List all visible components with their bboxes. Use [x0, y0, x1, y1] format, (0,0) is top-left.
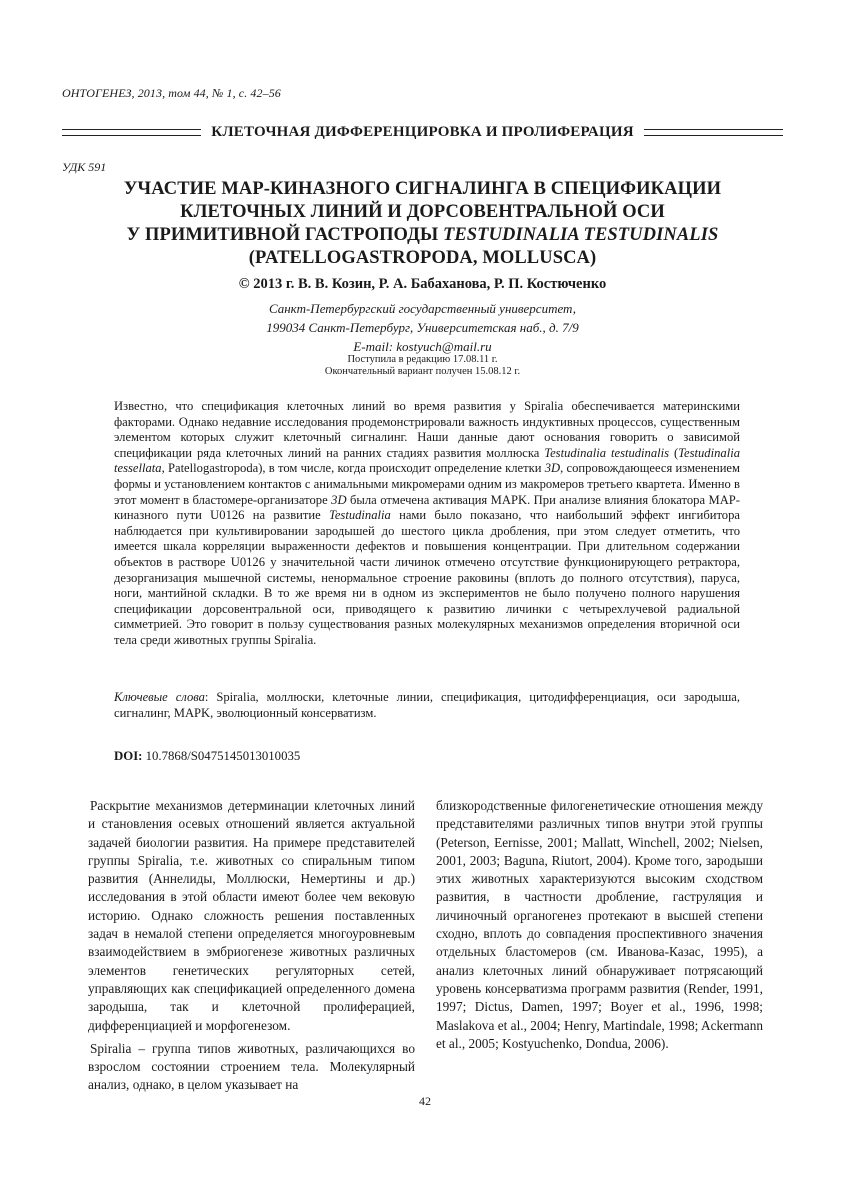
udk-code: УДК 591 — [62, 160, 107, 174]
abstract — [114, 399, 740, 649]
author-email: E-mail: kostyuch@mail.ru — [353, 339, 492, 354]
abstract-fragment: , Patellogastropoda), в том числе, когда происходит определение клетки — [161, 461, 545, 476]
abstract-species: Testudinalia testudinalis — [544, 445, 670, 460]
article-title — [62, 178, 783, 270]
title-line: УЧАСТИЕ MAP-КИНАЗНОГО СИГНАЛИНГА В СПЕЦИФИКАЦИИ — [123, 179, 722, 199]
affiliation-university: Санкт-Петербургский государственный университет, — [268, 301, 577, 316]
body-paragraph: близкородственные филогенетические отношения между представителями различных типов внутри этой группы (Peterson, Eernisse, 2001; Mallatt, Winchell, 2002; Nielsen, 2001, 2003; Baguna, Riutort, 2004). Кроме того, зародыши этих животных характеризуются высоким сходством развития, в частности дробление, гаструляция и личиночный органогенез протекают в высшей степени сходно, вплоть до совпадения проспективного значения отдельных бластомеров (см. Иванова-Казас, 1995), а анализ клеточных линий обнаруживает потрясающий уровень консерватизма программ развития (Render, 1991, 1997; Dictus, Damen, 1997; Boyer et al., 1996, 1998; Maslakova et al., 2004; Henry, Martindale, 1998; Ackermann et al., 2005; Kostyuchenko, Dondua, 2006). — [436, 798, 763, 1051]
abstract-fragment: Известно, что спецификация клеточных линий во время развития у Spiralia обеспечивается материнскими факторами. Однако недавние исследования продемонстрировали важность индуктивных процессов, существенным элементом которых служит клеточный сигналинг. Наши данные дают основания говорить о зависимой спецификации ряда клеточных линий на ранних стадиях развития моллюска — [114, 399, 740, 460]
section-rule-left — [62, 129, 201, 136]
title-line — [62, 224, 783, 247]
section-title: КЛЕТОЧНАЯ ДИФФЕРЕНЦИРОВКА И ПРОЛИФЕРАЦИЯ — [211, 123, 634, 140]
authors: © 2013 г. В. В. Козин, Р. А. Бабаханова, Р. П. Костюченко — [238, 276, 607, 292]
journal-citation: ОНТОГЕНЕЗ, 2013, том 44, № 1, с. 42–56 — [62, 86, 281, 100]
doi-value: 10.7868/S0475145013010035 — [142, 749, 301, 763]
title-species: TESTUDINALIA TESTUDINALIS — [442, 225, 719, 245]
section-rule-right — [644, 129, 783, 136]
section-heading — [62, 122, 783, 142]
doi — [114, 749, 300, 764]
body-column-left — [88, 797, 415, 1095]
keywords — [114, 690, 740, 721]
keywords-label: Ключевые слова — [114, 690, 205, 704]
abstract-genus: Testudinalia — [329, 508, 391, 523]
abstract-cell-name: 3D — [544, 461, 561, 476]
doi-label: DOI: — [114, 749, 143, 763]
page-number: 42 — [419, 1094, 431, 1108]
title-line: КЛЕТОЧНЫХ ЛИНИЙ И ДОРСОВЕНТРАЛЬНОЙ ОСИ — [180, 202, 665, 222]
abstract-fragment: ( — [669, 445, 679, 460]
final-version-date: Окончательный вариант получен 15.08.12 г. — [324, 366, 521, 377]
abstract-fragment: нами было показано, что наибольший эффект ингибитора наблюдается при культивировании зародышей до шестого цикла дробления, при этом следует отметить, что имеется шкала корреляции выраженности дефектов и повышения концентрации. При длительном содержании объектов в растворе U0126 у значительной части личинок отмечено отсутствие функционирующего ретрактора, дезорганизация мышечной системы, ненормальное строение раковины (вплоть до полного отсутствия), паруса, ноги, мантийной складки. В то же время ни в одном из экспериментов не было получено полного нарушения спецификации дорсовентральной оси, приводящего к развитию личинки с четырехлучевой радиальной симметрией. Это говорит в пользу существования разных молекулярных механизмов определения вторичной оси тела среди животных группы Spiralia. — [114, 508, 740, 647]
title-line: (PATELLOGASTROPODA, MOLLUSCA) — [248, 248, 597, 268]
abstract-text — [114, 399, 740, 649]
abstract-fragment: была отмечена активация MAPK. При анализе влияния блокатора MAP-киназного пути U0126 на развитие — [114, 492, 740, 523]
affiliation — [62, 299, 783, 356]
submission-dates — [62, 354, 783, 378]
abstract-cell-name: 3D — [331, 492, 347, 507]
affiliation-address: 199034 Санкт-Петербург, Университетская наб., д. 7/9 — [266, 320, 579, 335]
body-paragraph: Spiralia – группа типов животных, различающихся во взрослом состоянии строением тела. Молекулярный анализ, однако, в целом указывает на — [88, 1040, 415, 1093]
body-paragraph: Раскрытие механизмов детерминации клеточных линий и становления осевых отношений является актуальной задачей биологии развития. На примере представителей группы Spiralia, т.е. животных со спиральным типом развития (Аннелиды, Моллюски, Немертины и др.) исследования в этой области имеют более чем вековую историю. Однако сложность решения поставленных задач в немалой степени определяется многоуровневым взаимодействием в эмбриогенезе животных различных элементов генетических регуляторных сетей, управляющих как спецификацией определенного домена зародыша, так и клеточной пролиферацией, дифференциацией и морфогенезом. — [88, 798, 415, 1033]
abstract-species: Testudinalia tessellata — [114, 445, 740, 476]
title-prefix: У ПРИМИТИВНОЙ ГАСТРОПОДЫ — [126, 225, 443, 245]
body-column-right — [436, 797, 763, 1053]
abstract-fragment: , сопровождающееся изменением формы и установлением контактов с анимальными микромерами одним из макромеров третьего квартета. Именно в этот момент в бластомере-организаторе — [114, 461, 740, 507]
keywords-text: : Spiralia, моллюски, клеточные линии, спецификация, цитодифференциация, оси зародыша, сигналинг, MAPK, эволюционный консерватизм. — [114, 690, 741, 720]
received-date: Поступила в редакцию 17.08.11 г. — [347, 354, 498, 365]
